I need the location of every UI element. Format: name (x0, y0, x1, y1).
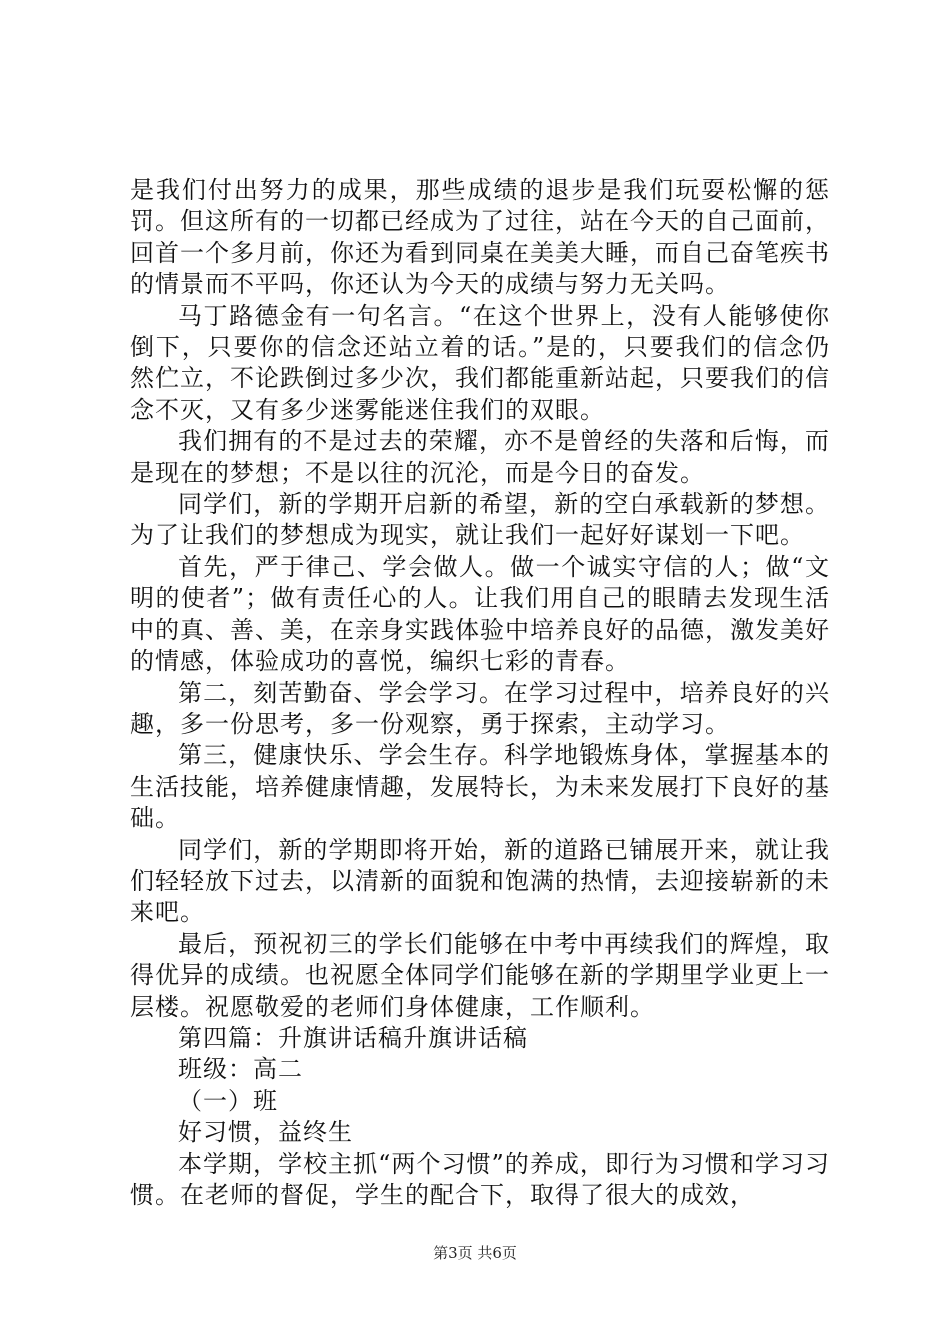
text-line: 好习惯，益终生 (178, 1118, 353, 1147)
text-line: 最后，预祝初三的学长们能够在中考中再续我们的辉煌， (178, 929, 805, 958)
class-section-label (130, 1086, 830, 1117)
speech-title (130, 1117, 830, 1148)
text-line: 马丁路德金有一句名言。“在这个世界上，没有人能够使 (178, 301, 805, 330)
text-line: 班级：高二 (178, 1055, 303, 1084)
text-line: 取得优异的成绩。也祝愿全体同学们能够在新的学期里学业更 (130, 929, 830, 990)
text-line: 第四篇：升旗讲话稿升旗讲话稿 (178, 1023, 528, 1052)
text-line: 念仍然伫立，不论跌倒过多少次，我们都能重新站起，只要我 (130, 333, 830, 393)
text-line: 们的信念不灭，又有多少迷雾能迷住我们的双眼。 (130, 364, 830, 424)
class-label (130, 1054, 830, 1085)
text-line: 你倒下，只要你的信念还站立着的话。”是的，只要我们的信 (130, 301, 830, 362)
text-line: 兴趣，多一份思考，多一份观察，勇于探索，主动学习。 (130, 678, 830, 738)
text-line: 首先，严于律己、学会做人。做一个诚实守信的人；做 (178, 552, 792, 581)
text-line: 同学们，新的学期开启新的希望，新的空白承载新的梦想。 (178, 490, 830, 519)
text-line: 而是现在的梦想；不是以往的沉沦，而是今日的奋发。 (130, 427, 830, 487)
text-line: （一）班 (178, 1086, 278, 1115)
page-number-label: 第3页 共6页 (433, 1244, 517, 1262)
text-line: 第三，健康快乐、学会生存。科学地锻炼身体，掌握基本 (178, 741, 805, 770)
text-line: 为了让我们的梦想成为现实，就让我们一起好好谋划一下吧。 (130, 521, 805, 550)
text-line: “文明的使者”；做有责任心的人。让我们用自己的眼睛去发 (130, 552, 830, 613)
page-footer (0, 1243, 950, 1263)
paragraph-10 (130, 1149, 830, 1212)
text-line: 第二，刻苦勤奋、学会学习。在学习过程中，培养良好的 (178, 678, 805, 707)
paragraph-1 (130, 175, 830, 301)
text-line: 是我们付出努力的成果，那些成绩的退步是我们玩耍松懈的惩 (130, 176, 830, 204)
paragraph-9 (130, 929, 830, 1023)
text-line: 激发美好的情感，体验成功的喜悦，编织七彩的青春。 (130, 615, 830, 676)
text-line: 我们拥有的不是过去的荣耀，亦不是曾经的失落和后悔， (178, 427, 805, 456)
paragraph-5 (130, 552, 830, 678)
text-line: 罚。但这所有的一切都已经成为了过往，站在今天的自己面前， (130, 207, 830, 236)
paragraph-8 (130, 835, 830, 929)
paragraph-3 (130, 426, 830, 489)
text-line: 的生活技能，培养健康情趣，发展特长，为未来发展打下良好 (130, 741, 830, 801)
text-line: 的基础。 (130, 772, 830, 833)
paragraph-6 (130, 678, 830, 741)
paragraph-4 (130, 489, 830, 552)
text-line: 现生活中的真、善、美，在亲身实践体验中培养良好的品德， (130, 584, 830, 644)
paragraph-7 (130, 740, 830, 834)
text-line: 同学们，新的学期即将开始，新的道路已铺展开来，就让 (178, 835, 805, 864)
section-heading (130, 1023, 830, 1054)
text-line: 习习惯。在老师的督促，学生的配合下，取得了很大的成效， (130, 1149, 831, 1209)
text-line: 回首一个多月前，你还为看到同桌在美美大睡，而自己奋笔疾 (130, 238, 805, 267)
text-line: 的未来吧。 (130, 866, 830, 927)
text-line: 本学期，学校主抓“两个习惯”的养成，即行为习惯和学 (178, 1149, 780, 1178)
text-line: 我们轻轻放下过去，以清新的面貌和饱满的热情，去迎接崭新 (130, 835, 830, 895)
document-body (130, 175, 830, 1211)
text-line: 书的情景而不平吗，你还认为今天的成绩与努力无关吗。 (130, 238, 830, 299)
text-line: 上一层楼。祝愿敬爱的老师们身体健康，工作顺利。 (130, 961, 830, 1021)
paragraph-2 (130, 301, 830, 427)
